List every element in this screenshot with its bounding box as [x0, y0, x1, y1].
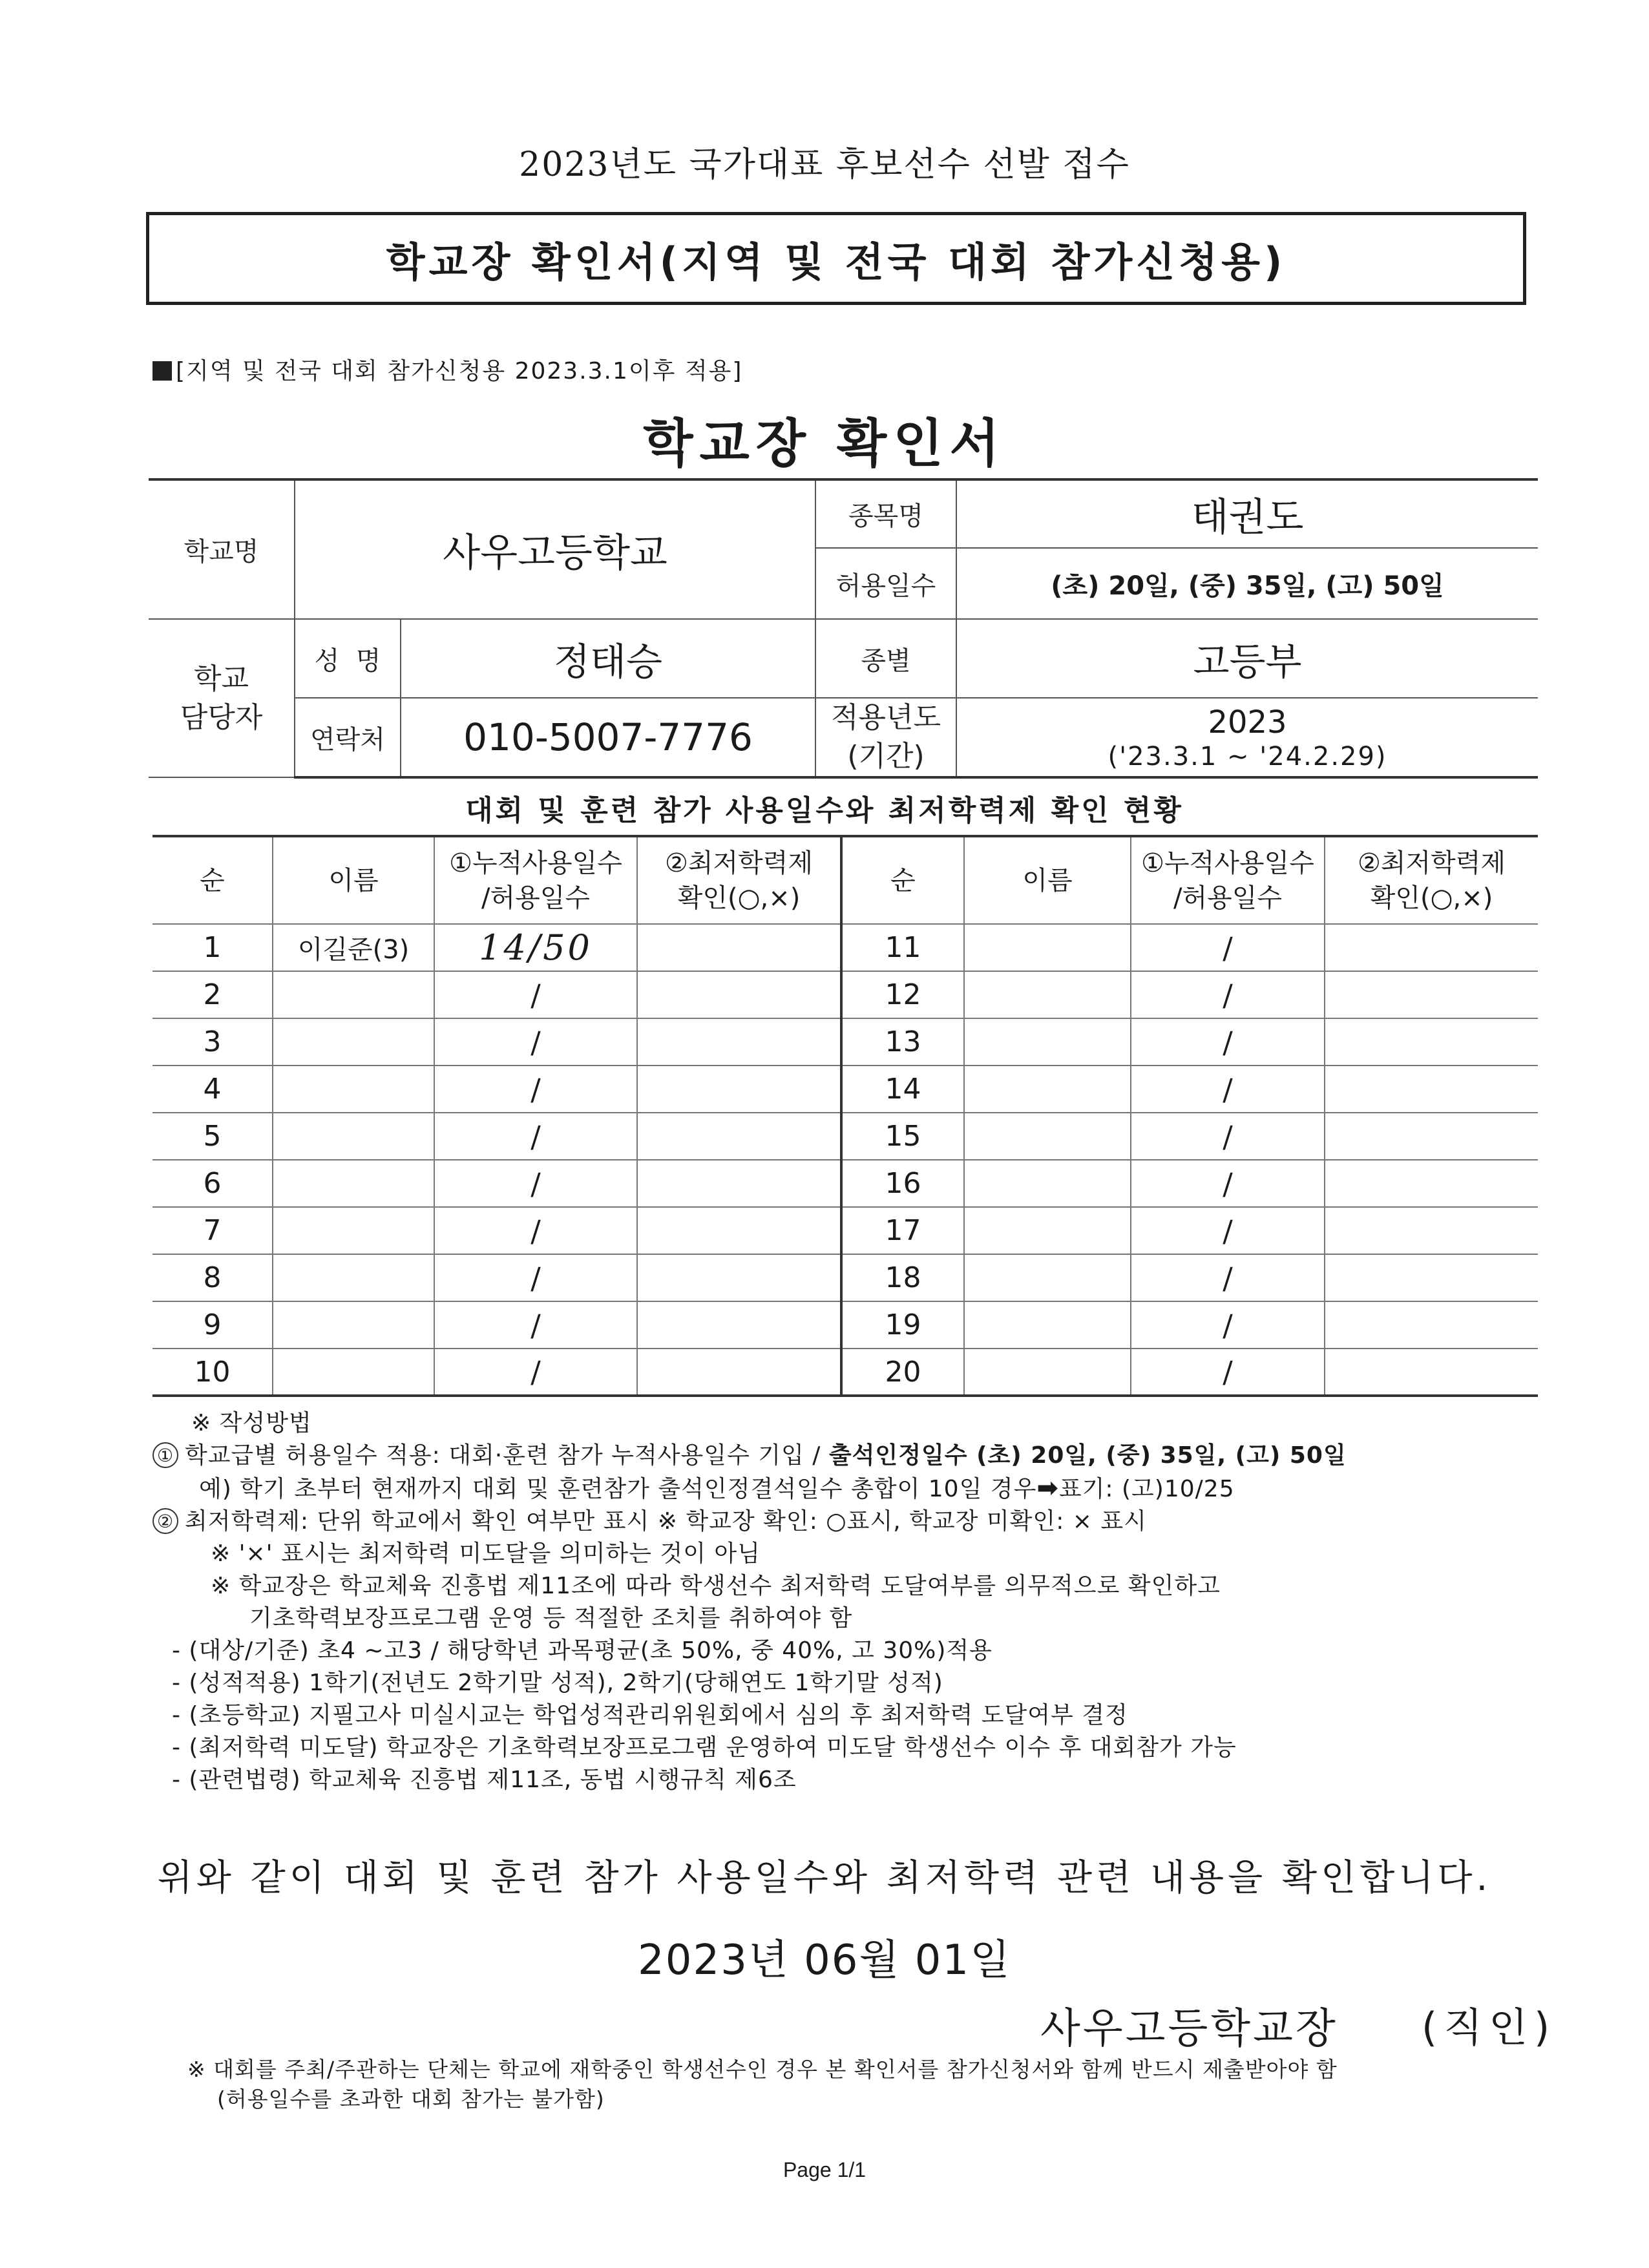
method-note-1: ※ '×' 표시는 최저학력 미도달을 의미하는 것이 아님	[211, 1540, 761, 1567]
name-label: 성 명	[295, 619, 401, 698]
row-name	[964, 1349, 1131, 1396]
row-days: /	[434, 1207, 637, 1254]
header-days-line2: /허용일수	[481, 883, 591, 913]
year-label-line1: 적용년도	[831, 701, 941, 734]
method-note-2b: 기초학력보장프로그램 운영 등 적절한 조치를 취하여야 함	[249, 1605, 853, 1632]
row-num: 1	[152, 924, 273, 971]
method-list-item: - (최저학력 미도달) 학교장은 기초학력보장프로그램 운영하여 미도달 학생선수 이수 후 대회참가 가능	[172, 1734, 1237, 1761]
row-name	[964, 971, 1131, 1018]
sport-value: 태권도	[956, 479, 1538, 548]
row-name	[273, 1301, 434, 1349]
usage-header-row	[152, 836, 1538, 924]
row-name	[273, 1349, 434, 1396]
row-days: /	[1131, 924, 1325, 971]
table-row	[152, 1160, 1538, 1207]
row-num: 20	[841, 1349, 964, 1396]
method-item-1-example-mark: 표기: (고)10/25	[1058, 1476, 1235, 1502]
row-name	[273, 1018, 434, 1066]
row-check	[637, 1207, 841, 1254]
method-title-text: ※ 작성방법	[191, 1410, 312, 1436]
method-item-1-example-text: 예) 학기 초부터 현재까지 대회 및 훈련참가 출석인정결석일수 총합이 10일 경우	[199, 1476, 1037, 1502]
manager-label-line2: 담당자	[180, 700, 263, 734]
row-num: 10	[152, 1349, 273, 1396]
row-check	[637, 1349, 841, 1396]
row-num: 2	[152, 971, 273, 1018]
row-days: /	[1131, 1349, 1325, 1396]
principal-signature: 사우고등학교장	[1040, 2005, 1338, 2053]
row-days: /	[434, 1018, 637, 1066]
official-seal: (직인)	[1422, 2004, 1557, 2051]
row-name	[964, 1066, 1131, 1113]
header-days-right	[1131, 836, 1325, 924]
row-check	[637, 1301, 841, 1349]
method-item-1-text: 학교급별 허용일수 적용: 대회·훈련 참가 누적사용일수 기입 /	[185, 1442, 829, 1469]
manager-name: 정태승	[401, 619, 815, 698]
form-title-box	[146, 212, 1526, 305]
method-list-item: - (관련법령) 학교체육 진흥법 제11조, 동법 시행규칙 제6조	[172, 1767, 797, 1793]
row-check	[1325, 1207, 1538, 1254]
row-name	[273, 1254, 434, 1301]
year-number: 2023	[1208, 704, 1287, 740]
header-days-right-line1: ①누적사용일수	[1141, 848, 1314, 878]
row-check	[637, 1066, 841, 1113]
header-min	[637, 836, 841, 924]
school-name: 사우고등학교	[295, 479, 815, 619]
table-row	[152, 924, 1538, 971]
row-check	[1325, 924, 1538, 971]
row-num: 17	[841, 1207, 964, 1254]
division-label: 종별	[815, 619, 956, 698]
row-num: 9	[152, 1301, 273, 1349]
row-days: /	[1131, 1113, 1325, 1160]
year-period: ('23.3.1 ~ '24.2.29)	[1108, 742, 1387, 772]
row-num: 15	[841, 1113, 964, 1160]
row-name	[273, 1160, 434, 1207]
row-num: 6	[152, 1160, 273, 1207]
row-num: 14	[841, 1066, 964, 1113]
method-item-2	[152, 1506, 1542, 1538]
row-num: 12	[841, 971, 964, 1018]
row-num: 3	[152, 1018, 273, 1066]
row-num: 11	[841, 924, 964, 971]
square-bullet-icon	[152, 361, 172, 381]
method-title	[152, 1407, 1542, 1440]
row-num: 4	[152, 1066, 273, 1113]
row-check	[637, 1018, 841, 1066]
table-row	[152, 1066, 1538, 1113]
table-row	[152, 971, 1538, 1018]
row-days: /	[434, 971, 637, 1018]
header-name: 이름	[273, 836, 434, 924]
row-name	[964, 1301, 1131, 1349]
method-list-item: - (대상/기준) 초4 ~고3 / 해당학년 과목평균(초 50%, 중 40%, 고 30%)적용	[172, 1637, 993, 1664]
school-info-table	[149, 478, 1538, 779]
usage-section-title: 대회 및 훈련 참가 사용일수와 최저학력제 확인 현황	[465, 794, 1184, 827]
header-days	[434, 836, 637, 924]
header-min-right	[1325, 836, 1538, 924]
row-check	[1325, 1254, 1538, 1301]
table-row	[152, 1349, 1538, 1396]
method-item-2-text: 최저학력제: 단위 학교에서 확인 여부만 표시 ※ 학교장 확인: ○표시, 학교장 미확인: × 표시	[185, 1508, 1147, 1535]
row-check	[1325, 1301, 1538, 1349]
page-number: Page 1/1	[782, 2158, 867, 2181]
row-num: 16	[841, 1160, 964, 1207]
row-days: /	[1131, 1207, 1325, 1254]
row-days: /	[434, 1160, 637, 1207]
row-days: /	[1131, 1160, 1325, 1207]
row-name: 이길준(3)	[273, 924, 434, 971]
method-note-2a: ※ 학교장은 학교체육 진흥법 제11조에 따라 학생선수 최저학력 도달여부를 의무적으로 확인하고	[211, 1573, 1221, 1599]
row-check	[637, 1113, 841, 1160]
header-name-right: 이름	[964, 836, 1131, 924]
row-days: /	[1131, 1301, 1325, 1349]
usage-table	[152, 835, 1538, 1397]
row-check	[1325, 1018, 1538, 1066]
contact-value: 010-5007-7776	[401, 698, 815, 777]
header-days-right-line2: /허용일수	[1173, 883, 1283, 913]
footer-note-line2: (허용일수를 초과한 대회 참가는 불가함)	[217, 2086, 605, 2112]
row-num: 19	[841, 1301, 964, 1349]
row-num: 5	[152, 1113, 273, 1160]
row-check	[637, 1254, 841, 1301]
row-name	[964, 1254, 1131, 1301]
footer-note-line1: ※ 대회를 주최/주관하는 단체는 학교에 재학중인 학생선수인 경우 본 확인서를 참가신청서와 함께 반드시 제출받아야 함	[187, 2057, 1338, 2082]
row-name	[964, 924, 1131, 971]
header-min-right-line2: 확인(○,×)	[1370, 883, 1493, 913]
row-name	[273, 1113, 434, 1160]
method-list-item: - (초등학교) 지필고사 미실시교는 학업성적관리위원회에서 심의 후 최저학력 도달여부 결정	[172, 1702, 1128, 1728]
row-days: /	[1131, 1018, 1325, 1066]
method-item-1	[152, 1440, 1542, 1472]
table-row	[152, 1018, 1538, 1066]
document-date: 2023년 06월 01일	[638, 1937, 1011, 1984]
row-name	[964, 1018, 1131, 1066]
row-num: 13	[841, 1018, 964, 1066]
row-days: /	[434, 1113, 637, 1160]
division-value: 고등부	[956, 619, 1538, 698]
row-days-handwritten: 14/50	[434, 924, 637, 971]
table-row	[152, 1113, 1538, 1160]
method-item-1-example	[152, 1472, 1542, 1506]
right-arrow-icon: ➡	[1036, 1473, 1059, 1503]
year-label-line2: (기간)	[847, 740, 925, 773]
method-item-1-bold: 출석인정일수 (초) 20일, (중) 35일, (고) 50일	[828, 1442, 1347, 1469]
form-title: 학교장 확인서(지역 및 전국 대회 참가신청용)	[386, 238, 1287, 286]
circled-one-icon: ①	[152, 1442, 178, 1468]
header-min-line1: ②최저학력제	[664, 848, 814, 878]
writing-method	[152, 1407, 1542, 1796]
allowed-days-value: (초) 20일, (중) 35일, (고) 50일	[956, 548, 1538, 619]
contact-label: 연락처	[295, 698, 401, 777]
method-list-item: - (성적적용) 1학기(전년도 2학기말 성적), 2학기(당해연도 1학기말 성적)	[172, 1670, 943, 1696]
row-num: 7	[152, 1207, 273, 1254]
row-name	[964, 1207, 1131, 1254]
row-name	[964, 1160, 1131, 1207]
apply-note-text: [지역 및 전국 대회 참가신청용 2023.3.1이후 적용]	[176, 358, 743, 384]
row-days: /	[1131, 971, 1325, 1018]
manager-label	[149, 619, 295, 777]
row-name	[964, 1113, 1131, 1160]
row-check	[637, 1160, 841, 1207]
sport-label: 종목명	[815, 479, 956, 548]
row-check	[637, 971, 841, 1018]
row-check	[1325, 1349, 1538, 1396]
apply-note	[152, 353, 742, 386]
row-days: /	[434, 1254, 637, 1301]
year-label	[815, 698, 956, 777]
row-days: /	[1131, 1254, 1325, 1301]
row-days: /	[434, 1349, 637, 1396]
school-label: 학교명	[149, 479, 295, 619]
table-row	[152, 1301, 1538, 1349]
top-title: 2023년도 국가대표 후보선수 선발 접수	[519, 145, 1130, 184]
footer-note	[187, 2055, 1557, 2114]
row-name	[273, 1066, 434, 1113]
document-title: 학교장 확인서	[643, 414, 1006, 474]
confirmation-statement: 위와 같이 대회 및 훈련 참가 사용일수와 최저학력 관련 내용을 확인합니다.	[157, 1857, 1492, 1899]
header-num: 순	[152, 836, 273, 924]
header-num-right: 순	[841, 836, 964, 924]
row-days: /	[434, 1066, 637, 1113]
circled-two-icon: ②	[152, 1508, 178, 1534]
header-days-line1: ①누적사용일수	[449, 848, 622, 878]
row-check	[637, 924, 841, 971]
row-days: /	[1131, 1066, 1325, 1113]
row-check	[1325, 1160, 1538, 1207]
table-row	[152, 1254, 1538, 1301]
row-days: /	[434, 1301, 637, 1349]
allowed-days-label: 허용일수	[815, 548, 956, 619]
table-row	[152, 1207, 1538, 1254]
row-check	[1325, 1066, 1538, 1113]
row-num: 18	[841, 1254, 964, 1301]
row-check	[1325, 971, 1538, 1018]
year-value	[956, 698, 1538, 777]
row-name	[273, 1207, 434, 1254]
row-name	[273, 971, 434, 1018]
manager-label-line1: 학교	[193, 662, 249, 695]
header-min-right-line1: ②최저학력제	[1357, 848, 1506, 878]
header-min-line2: 확인(○,×)	[677, 883, 801, 913]
row-check	[1325, 1113, 1538, 1160]
row-num: 8	[152, 1254, 273, 1301]
